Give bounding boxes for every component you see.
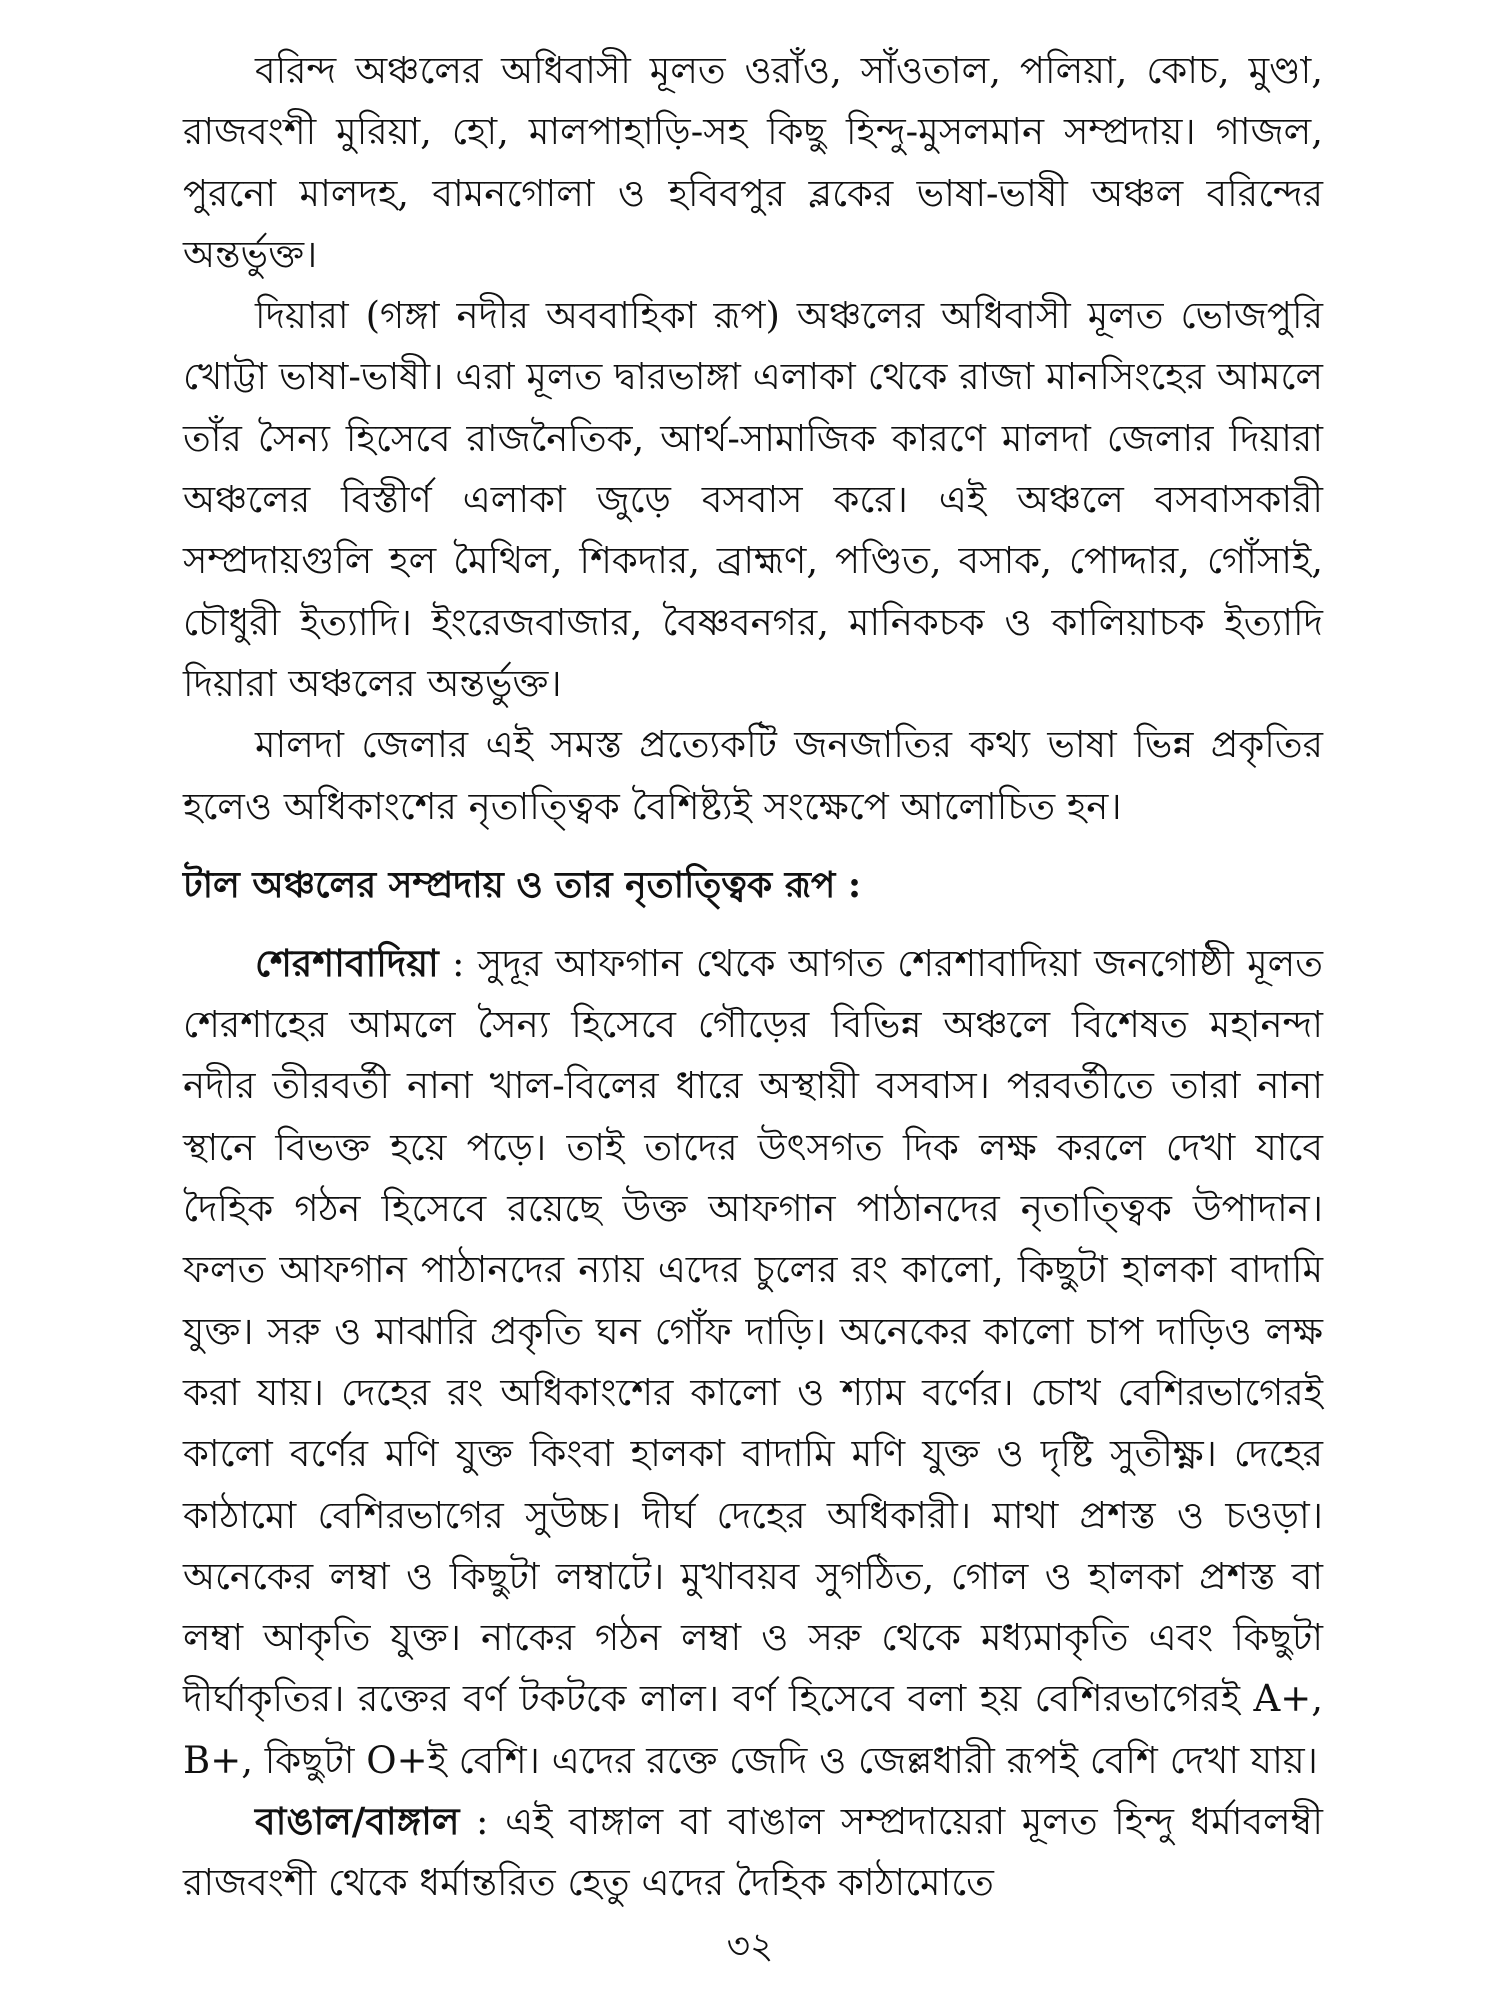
book-page [183, 40, 1323, 1914]
section-heading: টাল অঞ্চলের সম্প্রদায় ও তার নৃতাত্ত্বিক রূপ : [183, 863, 862, 906]
paragraph-barind: বরিন্দ অঞ্চলের অধিবাসী মূলত ওরাঁও, সাঁওতাল, পলিয়া, কোচ, মুণ্ডা, রাজবংশী মুরিয়া, হো, মালপাহাড়ি-সহ কিছু হিন্দু-মুসলমান সম্প্রদায়। গাজল, পুরনো মালদহ, বামনগোলা ও হবিবপুর ব্লকের ভাষা-ভাষী অঞ্চল বরিন্দের অন্তর্ভুক্ত। [183, 49, 1323, 276]
paragraph-diara: দিয়ারা (গঙ্গা নদীর অববাহিকা রূপ) অঞ্চলের অধিবাসী মূলত ভোজপুরি খোট্টা ভাষা-ভাষী। এরা মূলত দ্বারভাঙ্গা এলাকা থেকে রাজা মানসিংহের আমলে তাঁর সৈন্য হিসেবে রাজনৈতিক, আর্থ-সামাজিক কারণে মালদা জেলার দিয়ারা অঞ্চলের বিস্তীর্ণ এলাকা জুড়ে বসবাস করে। এই অঞ্চলে বসবাসকারী সম্প্রদায়গুলি হল মৈথিল, শিকদার, ব্রাহ্মণ, পণ্ডিত, বসাক, পোদ্দার, গোঁসাই, চৌধুরী ইত্যাদি। ইংরেজবাজার, বৈষ্ণবনগর, মানিকচক ও কালিয়াচক ইত্যাদি দিয়ারা অঞ্চলের অন্তর্ভুক্ত। [183, 294, 1323, 705]
sherashabadiya-lead: শেরশাবাদিয়া [255, 940, 439, 985]
paragraph-malda-summary: মালদা জেলার এই সমস্ত প্রত্যেকটি জনজাতির কথ্য ভাষা ভিন্ন প্রকৃতির হলেও অধিকাংশের নৃতাত্ত্বিক বৈশিষ্ট্যই সংক্ষেপে আলোচিত হন। [183, 723, 1323, 828]
bangal-lead: বাঙাল/বাঙ্গাল [255, 1799, 460, 1844]
bangal-text: : এই বাঙ্গাল বা বাঙাল সম্প্রদায়েরা মূলত হিন্দু ধর্মাবলম্বী রাজবংশী থেকে ধর্মান্তরিত হেতু এদের দৈহিক কাঠামোতে [183, 1800, 1323, 1905]
paragraph-bangal [183, 1791, 1323, 1914]
page-number: ৩২ [726, 1926, 774, 1967]
paragraph-sherashabadiya [183, 933, 1323, 1791]
sherashabadiya-text: : সুদূর আফগান থেকে আগত শেরশাবাদিয়া জনগোষ্ঠী মূলত শেরশাহের আমলে সৈন্য হিসেবে গৌড়ের বিভিন্ন অঞ্চলে বিশেষত মহানন্দা নদীর তীরবর্তী নানা খাল-বিলের ধারে অস্থায়ী বসবাস। পরবর্তীতে তারা নানা স্থানে বিভক্ত হয়ে পড়ে। তাই তাদের উৎসগত দিক লক্ষ করলে দেখা যাবে দৈহিক গঠন হিসেবে রয়েছে উক্ত আফগান পাঠানদের নৃতাত্ত্বিক উপাদান। ফলত আফগান পাঠানদের ন্যায় এদের চুলের রং কালো, কিছুটা হালকা বাদামি যুক্ত। সরু ও মাঝারি প্রকৃতি ঘন গোঁফ দাড়ি। অনেকের কালো চাপ দাড়িও লক্ষ করা যায়। দেহের রং অধিকাংশের কালো ও শ্যাম বর্ণের। চোখ বেশিরভাগেরই কালো বর্ণের মণি যুক্ত কিংবা হালকা বাদামি মণি যুক্ত ও দৃষ্টি সুতীক্ষ্ণ। দেহের কাঠামো বেশিরভাগের সুউচ্চ। দীর্ঘ দেহের অধিকারী। মাথা প্রশস্ত ও চওড়া। অনেকের লম্বা ও কিছুটা লম্বাটে। মুখাবয়ব সুগঠিত, গোল ও হালকা প্রশস্ত বা লম্বা আকৃতি যুক্ত। নাকের গঠন লম্বা ও সরু থেকে মধ্যমাকৃতি এবং কিছুটা দীর্ঘাকৃতির। রক্তের বর্ণ টকটকে লাল। বর্ণ হিসেবে বলা হয় বেশিরভাগেরই A+, B+, কিছুটা O+ই বেশি। এদের রক্তে জেদি ও জেল্লধারী রূপই বেশি দেখা যায়। [183, 941, 1323, 1782]
